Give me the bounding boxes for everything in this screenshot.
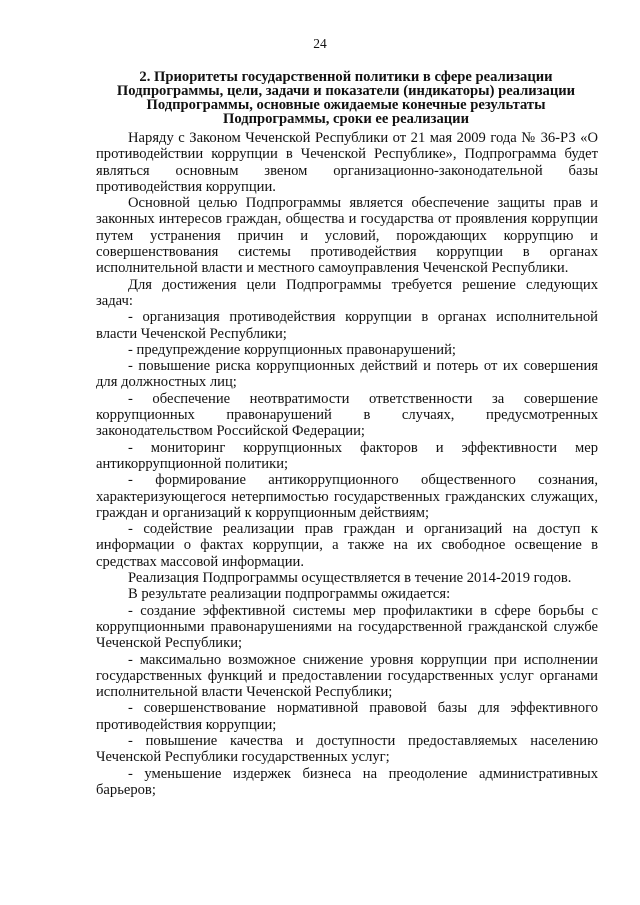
- list-item-task: - формирование антикоррупционного общественного сознания, характеризующегося нетерпимостью государственных гражданских служащих, граждан и организаций к коррупционным действиям;: [96, 472, 598, 521]
- list-item-result: - создание эффективной системы мер профилактики в сфере борьбы с коррупционными правонарушениями на государственной гражданской службе Чеченской Республики;: [96, 602, 598, 652]
- list-item-result: - совершенствование нормативной правовой базы для эффективного противодействия коррупции;: [96, 700, 598, 733]
- list-item-task: - предупреждение коррупционных правонарушений;: [128, 341, 456, 358]
- list-item-task: - содействие реализации прав граждан и организаций на доступ к информации о фактах коррупции, а также на их свободное освещение в средствах массовой информации.: [96, 521, 598, 570]
- page-number: 24: [313, 36, 327, 51]
- list-item-task: - мониторинг коррупционных факторов и эффективности мер антикоррупционной политики;: [96, 439, 598, 472]
- list-item-result: - повышение качества и доступности предоставляемых населению Чеченской Республики государственных услуг;: [96, 732, 598, 766]
- paragraph-main-goal: Основной целью Подпрограммы является обеспечение защиты прав и законных интересов граждан, общества и государства от проявления коррупции путем устранения причин и условий, порождающих коррупцию и совершенствования системы противодействия коррупции в органах исполнительной власти и местного самоуправления Чеченской Республики.: [96, 195, 598, 277]
- section-body: [96, 130, 598, 798]
- paragraph-results-intro: В результате реализации подпрограммы ожидается:: [128, 586, 451, 603]
- list-item-task: - повышение риска коррупционных действий и потерь от их совершения для должностных лиц;: [96, 358, 598, 391]
- paragraph-tasks-intro: Для достижения цели Подпрограммы требуется решение следующих задач:: [96, 276, 598, 309]
- section-heading: 2. Приоритеты государственной политики в сфере реализации Подпрограммы, цели, задачи и показатели (индикаторы) реализации Подпрограммы, основные ожидаемые конечные результаты Подпрограммы, сроки ее реализации: [116, 69, 576, 127]
- list-item-task: - обеспечение неотвратимости ответственности за совершение коррупционных правонарушений в случаях, предусмотренных законодательством Российской Федерации;: [96, 390, 598, 440]
- paragraph-law-basis: Наряду с Законом Чеченской Республики от 21 мая 2009 года № 36-РЗ «О противодействии коррупции в Чеченской Республике», Подпрограмма будет являться основным звеном организационно-законодательной базы противодействия коррупции.: [96, 130, 598, 195]
- list-item-result: - максимально возможное снижение уровня коррупции при исполнении государственных функций и предоставлении государственных услуг органами исполнительной власти Чеченской Республики;: [96, 651, 598, 701]
- list-item-result: - уменьшение издержек бизнеса на преодоление административных барьеров;: [96, 765, 598, 798]
- paragraph-timeframe: Реализация Подпрограммы осуществляется в течение 2014-2019 годов.: [128, 570, 572, 587]
- list-item-task: - организация противодействия коррупции в органах исполнительной власти Чеченской Республики;: [96, 309, 598, 342]
